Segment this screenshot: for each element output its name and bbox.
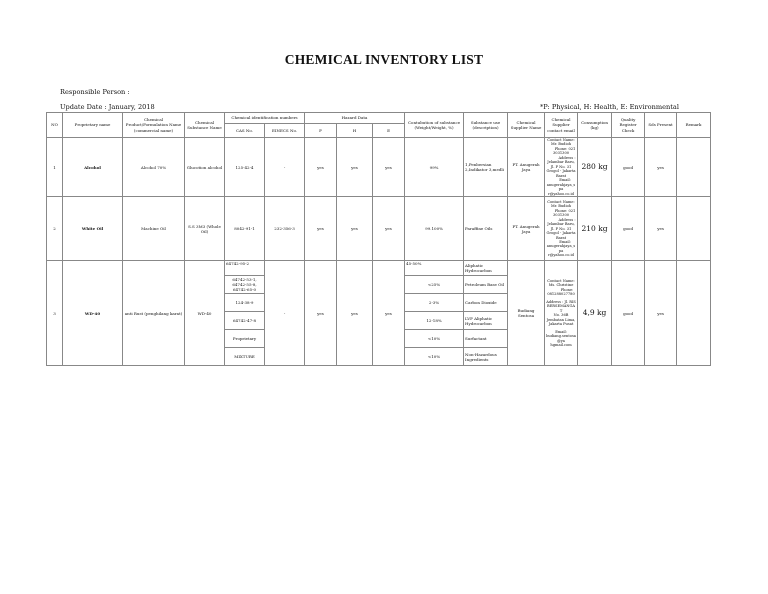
header-product: Chemical Product/Formulation Name (commercial name): [123, 113, 185, 138]
row-remark: [677, 138, 711, 197]
row-quality: good: [612, 138, 645, 197]
row-cas: 125-42-4: [225, 138, 265, 197]
row-hazard-p: yes: [305, 261, 337, 366]
contact-line: r@yahoo.co.id: [548, 253, 574, 258]
header-proprietary: Proprietary name: [63, 113, 123, 138]
row-consumption: 280 kg: [578, 138, 612, 197]
row-msds: yes: [645, 197, 677, 261]
contact-line: Address :: [558, 155, 576, 160]
row-einecs: -: [265, 261, 305, 366]
header-h: H: [337, 124, 373, 138]
contact-line: anugerahjaya_spa: [546, 244, 576, 253]
row-product: Alcohol 70%: [123, 138, 185, 197]
contact-line: No. 36B: [553, 313, 569, 318]
row-hazard-h: yes: [337, 138, 373, 197]
contact-line: Barat: [555, 173, 567, 178]
row-supplier: PT. Anugerah Jaya: [508, 138, 545, 197]
row-remark: [677, 197, 711, 261]
row-hazard-e: yes: [373, 261, 405, 366]
row-substance: WD-40: [185, 261, 225, 366]
contact-line: Address : Jl. RIS: [546, 299, 576, 304]
row-einecs: -: [265, 138, 305, 197]
contact-line: 3031300: [553, 151, 570, 156]
header-msds: Sds Present: [645, 113, 677, 138]
header-consumption: Consumption (kg): [578, 113, 612, 138]
row-contact: [545, 261, 578, 366]
hazard-legend: *P: Physical, H: Health, E: Environmental: [540, 103, 679, 111]
row-use-part: Carbon Dioxide: [464, 294, 508, 312]
row-concentration-part: 12-18%: [405, 312, 464, 330]
row-product: Machine Oil: [123, 197, 185, 261]
row-hazard-p: yes: [305, 138, 337, 197]
table-row: [47, 261, 711, 276]
header-einecs: EINECS No.: [265, 124, 305, 138]
contact-line: Jl. P No. 31: [550, 164, 572, 169]
header-no: NO: [47, 113, 63, 138]
contact-line: Contact Name:: [547, 138, 575, 142]
contact-line: Jl. P No. 31: [550, 226, 572, 231]
contact-line: Mr. Budioh: [550, 142, 572, 147]
header-p: P: [305, 124, 337, 138]
row-supplier: PT. Anugerah Jaya: [508, 197, 545, 261]
header-row: [47, 113, 711, 124]
page-title: CHEMICAL INVENTORY LIST: [284, 52, 484, 67]
row-msds: yes: [645, 261, 677, 366]
row-einecs: 232-356-3: [265, 197, 305, 261]
contact-line: Phone: 021: [554, 146, 576, 151]
row-concentration: 99%: [405, 138, 464, 197]
row-use-part: Petroleum Base Oil: [464, 276, 508, 294]
contact-line: budiang.sentosa@ya: [546, 334, 576, 343]
contact-line: Grogol - Jakarta: [546, 231, 576, 236]
row-substance: Glucotion alcohol: [185, 138, 225, 197]
row-substance: S.S 3M3 (Whole Oil): [185, 197, 225, 261]
inventory-table: [46, 112, 711, 366]
row-concentration: 99.100%: [405, 197, 464, 261]
header-supplier-contact: Chemical Supplier contact email: [545, 113, 578, 138]
row-quality: good: [612, 197, 645, 261]
table-row: [47, 138, 711, 197]
header-quality: Quality Register Check: [612, 113, 645, 138]
row-consumption: 4,9 kg: [578, 261, 612, 366]
row-cas-part: 64742-47-8: [225, 312, 265, 330]
contact-line: Jembatan Lima,: [546, 317, 576, 322]
contact-line: Mr. Budioh: [550, 204, 572, 209]
row-concentration-part: 2-3%: [405, 294, 464, 312]
contact-line: Phone:: [560, 287, 574, 292]
row-hazard-h: yes: [337, 197, 373, 261]
row-use: 1,Penbersian 2,Indikator 3,medli: [464, 138, 508, 197]
contact-line: Grogol - Jakarta: [546, 169, 576, 174]
responsible-person: Responsible Person :: [60, 88, 130, 96]
header-ident: Chemical identification numbers: [225, 113, 305, 124]
header-hazard: Hazard Data: [305, 113, 405, 124]
contact-line: Email:: [559, 240, 571, 244]
contact-line: Jakarta Pusat: [548, 322, 574, 327]
header-concentration: Contubution of substance (Weight/Weight, %): [405, 113, 464, 138]
contact-line: Address :: [558, 217, 576, 222]
row-cas: 8042-91-1: [225, 197, 265, 261]
contact-line: 081288027780: [547, 292, 575, 297]
row-hazard-e: yes: [373, 138, 405, 197]
row-supplier: Budiang Sentosa: [508, 261, 545, 366]
contact-line: Email:: [555, 329, 567, 334]
contact-line: Contact Name:: [547, 199, 575, 204]
row-no: 2: [47, 197, 63, 261]
header-cas: CAS No.: [225, 124, 265, 138]
contact-line: anugerahjaya_spa: [546, 182, 576, 192]
row-no: 3: [47, 261, 63, 366]
row-use-part: Surfactant: [464, 330, 508, 348]
contact-line: Contact Name:: [547, 278, 575, 283]
header-e: E: [373, 124, 405, 138]
contact-line: 3031300: [553, 213, 570, 218]
contact-line: Jelambar Baru,: [547, 160, 575, 165]
row-product: anti Rust (penghilang karat): [123, 261, 185, 366]
contact-line: Email:: [559, 178, 571, 183]
header-substance-use: Substance use (description): [464, 113, 508, 138]
contact-line: Phone: 021: [554, 208, 576, 213]
row-concentration-part: <10%: [405, 330, 464, 348]
row-remark: [677, 261, 711, 366]
row-cas-part: 64742-95-2: [225, 261, 265, 276]
row-cas-part: 124-38-9: [225, 294, 265, 312]
row-cas-part: Proprietary: [225, 330, 265, 348]
table-row: [47, 197, 711, 261]
row-concentration-part: <10%: [405, 348, 464, 366]
row-concentration-part: 45-50%: [405, 261, 464, 276]
contact-line: Barat: [555, 235, 567, 240]
row-cas-part: MIXTURE: [225, 348, 265, 366]
row-consumption: 210 kg: [578, 197, 612, 261]
row-hazard-e: yes: [373, 197, 405, 261]
row-use-part: Non-Hazardous Ingredients: [464, 348, 508, 366]
contact-line: Jelambar Baru,: [547, 222, 575, 227]
row-cas-part: 64742-53-1, 64742-55-8, 64742-65-0: [225, 276, 265, 294]
row-use: Paraffine Oils: [464, 197, 508, 261]
row-msds: yes: [645, 138, 677, 197]
row-contact: [545, 138, 578, 197]
row-name: Alcohol: [63, 138, 123, 197]
row-name: White Oil: [63, 197, 123, 261]
row-no: 1: [47, 138, 63, 197]
row-name: WD-40: [63, 261, 123, 366]
update-date: Update Date : January, 2018: [60, 103, 155, 111]
row-contact: [545, 197, 578, 261]
row-hazard-h: yes: [337, 261, 373, 366]
header-remark: Remark: [677, 113, 711, 138]
row-use-part: LVP Aliphatic Hydrocarbon: [464, 312, 508, 330]
contact-line: Ms. Christine: [548, 283, 574, 288]
row-use-part: Aliphatic Hydrocarbon: [464, 261, 508, 276]
row-quality: good: [612, 261, 645, 366]
row-hazard-p: yes: [305, 197, 337, 261]
row-concentration-part: <25%: [405, 276, 464, 294]
header-supplier: Chemical Supplier Name: [508, 113, 545, 138]
header-substance: Chemical Substance Name: [185, 113, 225, 138]
contact-line: r@yahoo.co.id: [548, 191, 574, 196]
contact-line: hgmail.com: [550, 343, 572, 348]
contact-line: BERSEMANGAT: [547, 304, 575, 313]
